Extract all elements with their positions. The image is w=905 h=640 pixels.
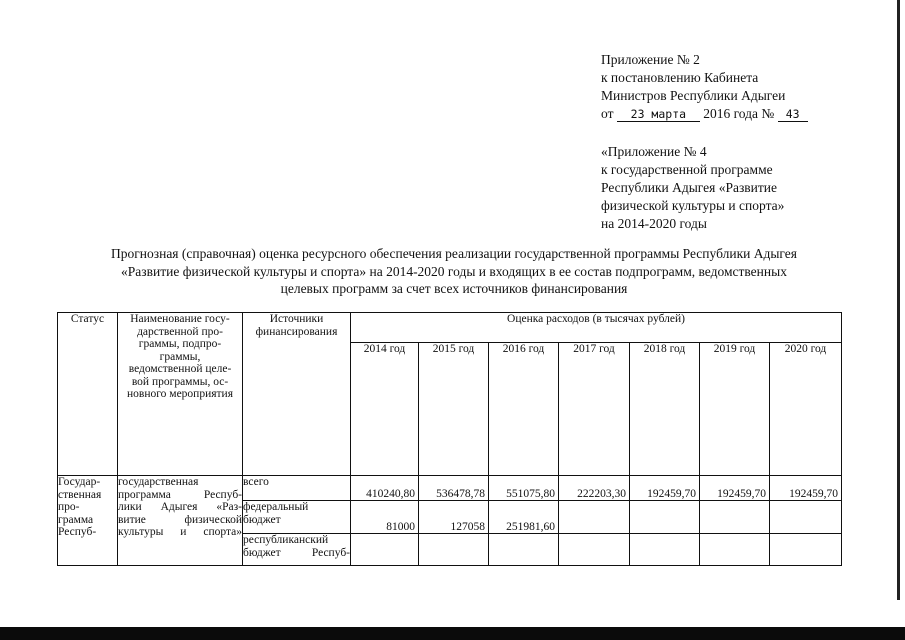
title-line: Прогнозная (справочная) оценка ресурсного обеспечения реализации государственной программы Республики Адыгея: [111, 246, 797, 261]
header-sources-line: финансирования: [255, 325, 338, 338]
appendix-number-value: 43: [778, 108, 808, 122]
appendix-line: Приложение № 2: [601, 52, 700, 67]
appendix-line: Министров Республики Адыгеи: [601, 88, 786, 103]
value-cell: 192459,70: [700, 476, 770, 501]
appendix-block-decree: [601, 51, 808, 123]
appendix-date-value: 23 марта: [617, 108, 700, 122]
header-name-line: дарственной про-: [137, 325, 223, 338]
value-cell: [630, 534, 700, 566]
source-line: республиканский: [243, 534, 329, 546]
source-cell: [243, 501, 351, 534]
status-line: ственная: [58, 488, 102, 501]
value-cell: [700, 534, 770, 566]
status-cell: [58, 476, 118, 566]
program-name-line: витие физической: [118, 513, 242, 526]
value-cell: [770, 534, 842, 566]
value-cell: 127058: [419, 501, 489, 534]
header-sources-line: Источники: [269, 313, 324, 325]
status-line: про-: [58, 501, 80, 513]
value-cell: 192459,70: [770, 476, 842, 501]
appendix-line: физической культуры и спорта»: [601, 198, 785, 213]
header-year: 2020 год: [770, 343, 842, 476]
value-cell: 251981,60: [489, 501, 559, 534]
source-line: бюджет Респуб-: [243, 546, 350, 559]
source-cell: [243, 534, 351, 566]
header-name-line: граммы,: [159, 350, 201, 363]
value-cell: 536478,78: [419, 476, 489, 501]
header-name-line: ведомственной целе-: [128, 363, 232, 375]
header-name-line: граммы, подпро-: [138, 338, 222, 350]
header-name-line: вой программы, ос-: [131, 375, 229, 388]
appendix-line: Республики Адыгея «Развитие: [601, 180, 778, 195]
header-year: 2017 год: [559, 343, 630, 476]
title-line: целевых программ за счет всех источников финансирования: [280, 281, 628, 296]
source-cell: [243, 476, 351, 501]
header-year: 2014 год: [351, 343, 419, 476]
status-line: Государ-: [58, 476, 101, 488]
status-line: Респуб-: [58, 526, 97, 538]
appendix-line: к постановлению Кабинета: [601, 70, 759, 85]
header-name: [118, 313, 243, 476]
source-line: федеральный: [243, 501, 309, 513]
table-row: [58, 476, 842, 501]
value-cell: 192459,70: [630, 476, 700, 501]
value-cell: [351, 534, 419, 566]
value-cell: 410240,80: [351, 476, 419, 501]
appendix-year-label: 2016 года №: [703, 106, 775, 121]
document-title: [40, 245, 868, 298]
program-name-line: лики Адыгея «Раз-: [118, 501, 242, 513]
budget-table: [57, 312, 842, 566]
header-year: 2015 год: [419, 343, 489, 476]
title-line: «Развитие физической культуры и спорта» на 2014-2020 годы и входящих в ее состав подпрограмм, ведомственных: [121, 263, 787, 279]
header-status: Статус: [58, 313, 118, 476]
value-cell: [630, 501, 700, 534]
value-cell: [559, 534, 630, 566]
value-cell: [489, 534, 559, 566]
program-name-cell: [118, 476, 243, 566]
value-cell: [770, 501, 842, 534]
header-sources: [243, 313, 351, 476]
scan-edge-right: [897, 0, 900, 600]
value-cell: 81000: [351, 501, 419, 534]
appendix-line: на 2014-2020 годы: [601, 216, 707, 231]
value-cell: [419, 534, 489, 566]
scan-edge-bottom: [0, 627, 905, 640]
appendix-date-line: [601, 105, 808, 123]
source-line: бюджет: [243, 513, 281, 526]
appendix-block-program: [601, 143, 784, 233]
header-name-line: новного мероприятия: [127, 388, 233, 400]
header-year: 2018 год: [630, 343, 700, 476]
appendix-line: «Приложение № 4: [601, 144, 707, 159]
source-line: всего: [243, 476, 269, 488]
appendix-line: к государственной программе: [601, 162, 773, 177]
value-cell: [700, 501, 770, 534]
header-estimate: Оценка расходов (в тысячах рублей): [351, 313, 842, 343]
value-cell: [559, 501, 630, 534]
value-cell: 551075,80: [489, 476, 559, 501]
value-cell: 222203,30: [559, 476, 630, 501]
header-year: 2019 год: [700, 343, 770, 476]
program-name-line: программа Респуб-: [118, 488, 242, 501]
header-name-line: Наименование госу-: [130, 313, 230, 325]
program-name-line: государственная: [118, 476, 199, 488]
appendix-from-label: от: [601, 106, 614, 121]
header-year: 2016 год: [489, 343, 559, 476]
status-line: грамма: [58, 513, 94, 526]
program-name-line: культуры и спорта»: [118, 526, 242, 538]
